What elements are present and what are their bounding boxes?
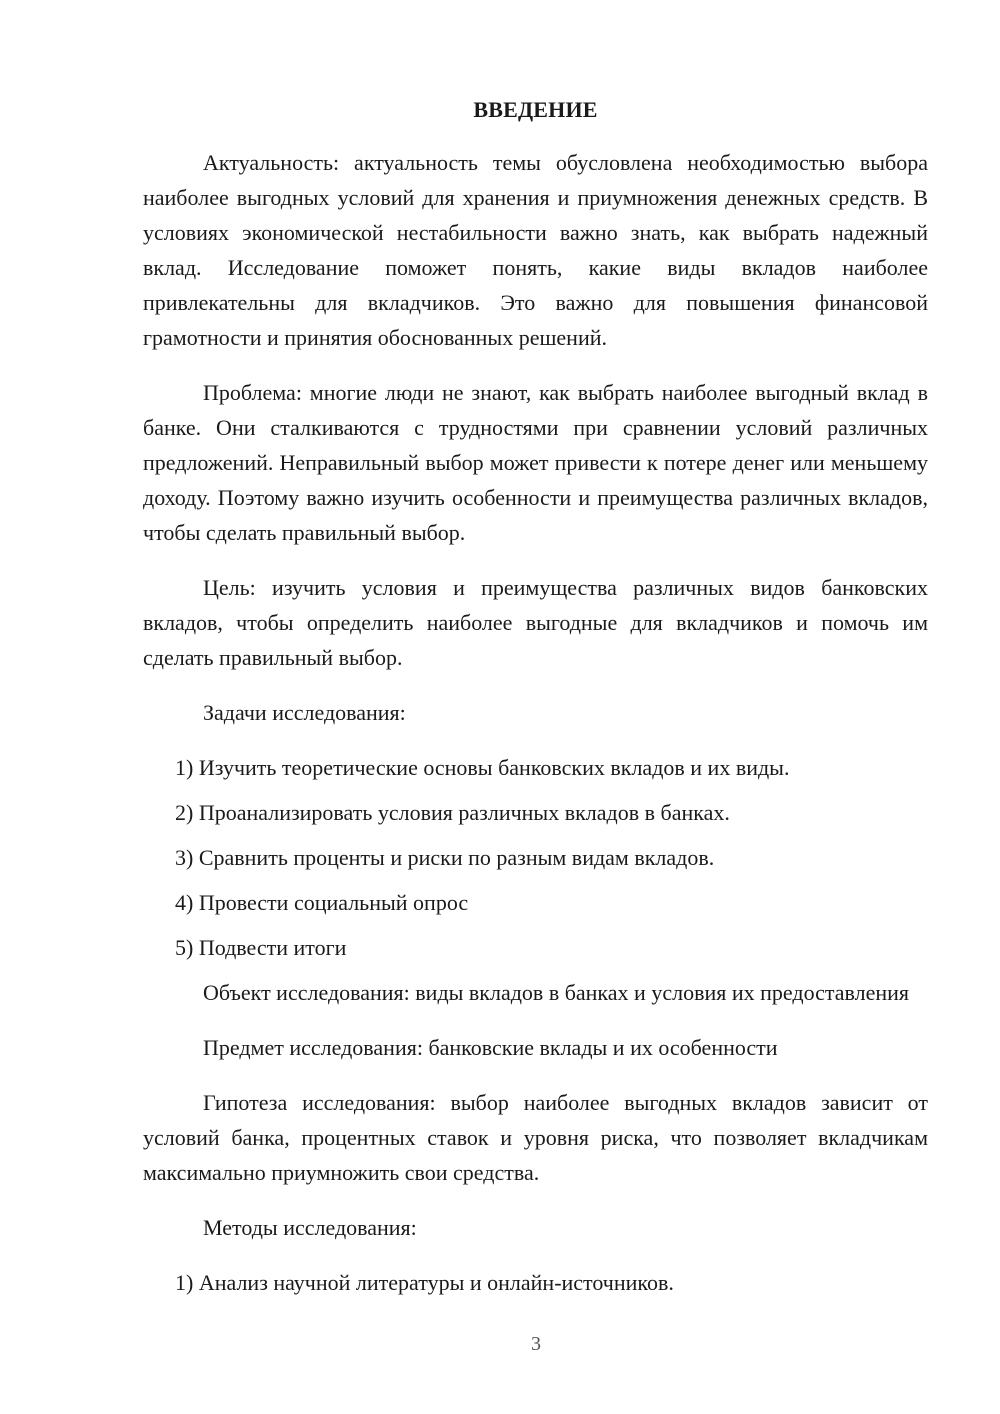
list-item: 4) Провести социальный опрос (175, 890, 469, 915)
goal-paragraph: Цель: изучить условия и преимущества различных видов банковских вкладов, чтобы определить наиболее выгодные для вкладчиков и помочь им сделать правильный выбор. (143, 575, 928, 670)
list-item: 1) Анализ научной литературы и онлайн-источников. (175, 1270, 674, 1295)
tasks-list (143, 750, 928, 965)
page-number: 3 (531, 1333, 541, 1355)
list-item: 3) Сравнить проценты и риски по разным видам вкладов. (175, 845, 715, 870)
object-paragraph: Объект исследования: виды вкладов в банках и условия их предоставления (203, 980, 910, 1005)
tasks-heading: Задачи исследования: (203, 700, 406, 725)
page-title: ВВЕДЕНИЕ (473, 97, 598, 122)
list-item: 2) Проанализировать условия различных вкладов в банках. (175, 800, 730, 825)
hypothesis-paragraph: Гипотеза исследования: выбор наиболее выгодных вкладов зависит от условий банка, процентных ставок и уровня риска, что позволяет вкладчикам максимально приумножить свои средства. (143, 1090, 928, 1185)
problem-paragraph: Проблема: многие люди не знают, как выбрать наиболее выгодный вклад в банке. Они сталкиваются с трудностями при сравнении условий различных предложений. Неправильный выбор может привести к потере денег или меньшему доходу. Поэтому важно изучить особенности и преимущества различных вкладов, чтобы сделать правильный выбор. (143, 380, 928, 545)
list-item: 5) Подвести итоги (175, 935, 347, 960)
subject-paragraph: Предмет исследования: банковские вклады и их особенности (203, 1035, 778, 1060)
list-item: 1) Изучить теоретические основы банковских вкладов и их виды. (175, 755, 790, 780)
document-page (143, 92, 928, 1310)
relevance-paragraph: Актуальность: актуальность темы обусловлена необходимостью выбора наиболее выгодных условий для хранения и приумножения денежных средств. В условиях экономической нестабильности важно знать, как выбрать надежный вклад. Исследование поможет понять, какие виды вкладов наиболее привлекательны для вкладчиков. Это важно для повышения финансовой грамотности и принятия обоснованных решений. (143, 150, 928, 350)
methods-list (143, 1265, 928, 1300)
methods-heading: Методы исследования: (203, 1215, 417, 1240)
